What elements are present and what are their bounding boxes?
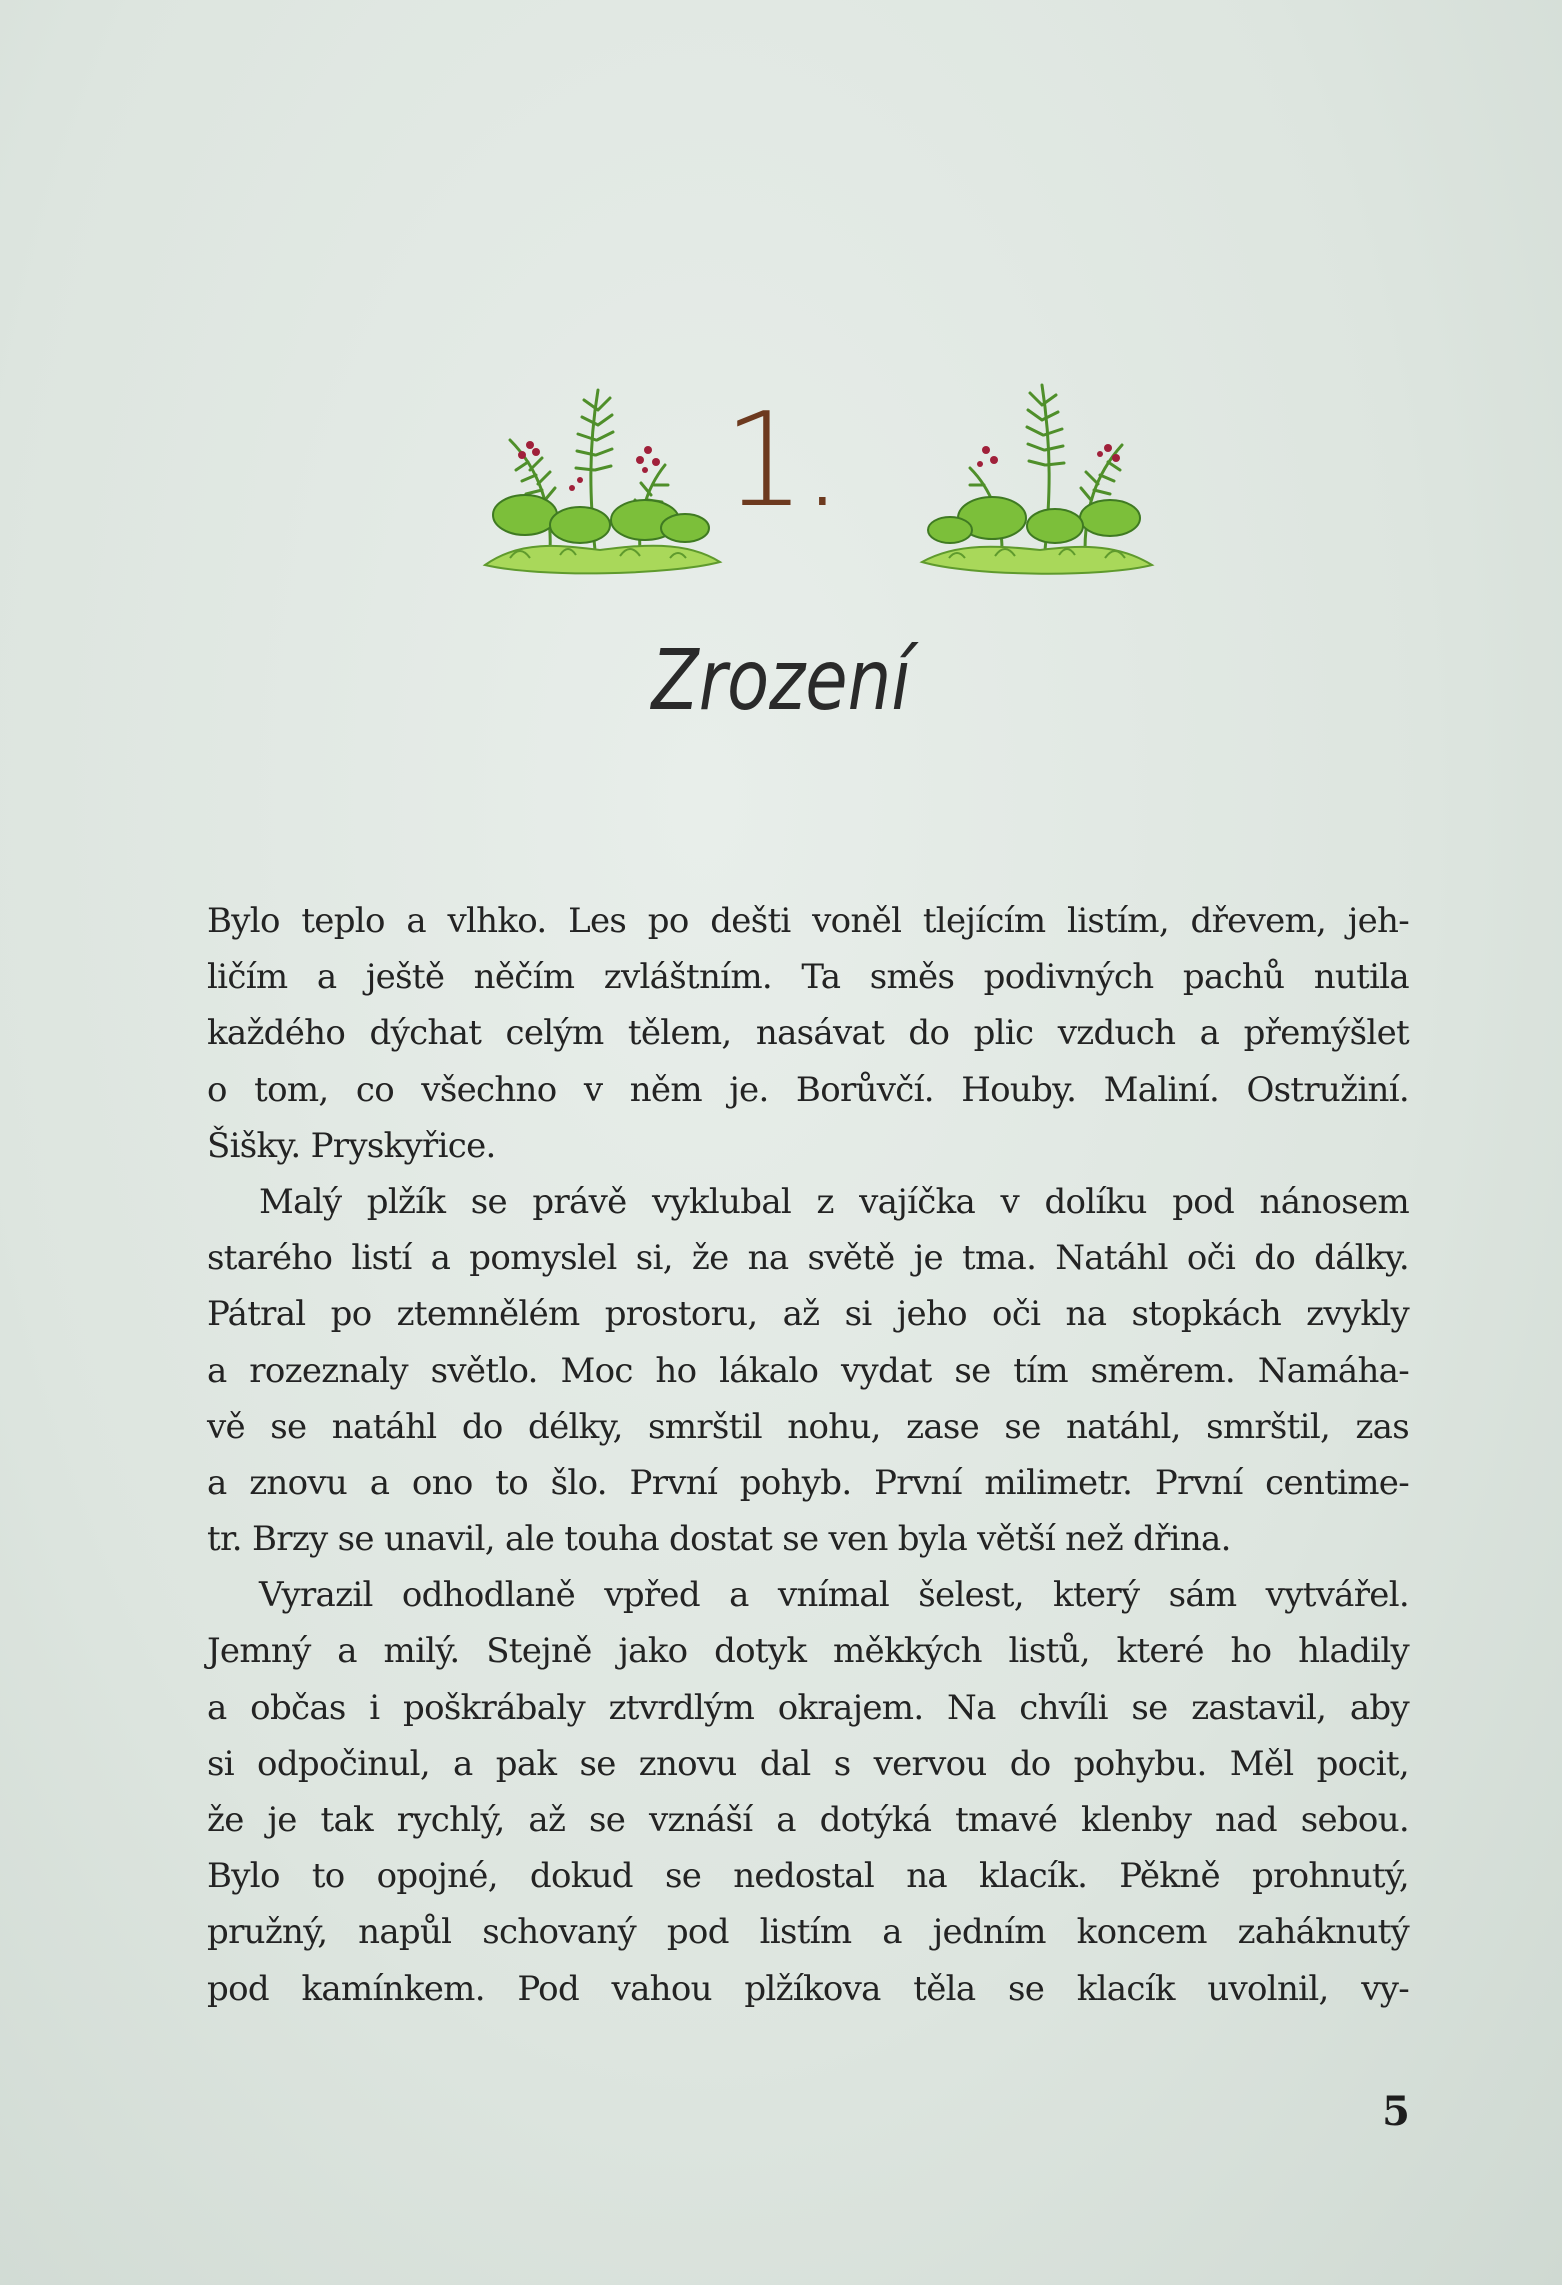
chapter-body-text — [207, 893, 1409, 2017]
text-line: pružný, napůl schovaný pod listím a jedním koncem zaháknutý — [207, 1912, 1409, 1953]
paragraph — [207, 1567, 1409, 2017]
text-line: Bylo teplo a vlhko. Les po dešti voněl tlejícím listím, dřevem, jeh- — [207, 901, 1409, 941]
text-line: Malý plžík se právě vyklubal z vajíčka v dolíku pod nánosem — [259, 1181, 1409, 1222]
text-line: o tom, co všechno v něm je. Borůvčí. Houby. Maliní. Ostružiní. — [207, 1069, 1409, 1110]
paragraph — [207, 893, 1409, 1174]
paragraph — [207, 1174, 1409, 1567]
text-line: Vyrazil odhodlaně vpřed a vnímal šelest, který sám vytvářel. — [259, 1575, 1409, 1616]
text-line: a rozeznaly světlo. Moc ho lákalo vydat se tím směrem. Namáha- — [207, 1350, 1409, 1391]
text-line: Bylo to opojné, dokud se nedostal na klacík. Pěkně prohnutý, — [207, 1856, 1409, 1897]
text-line: a znovu a ono to šlo. První pohyb. První milimetr. První centime- — [207, 1462, 1409, 1503]
chapter-heading — [0, 340, 1562, 600]
chapter-number: 1. — [722, 384, 840, 536]
text-line: tr. Brzy se unavil, ale touha dostat se ven byla větší než dřina. — [207, 1519, 1231, 1560]
text-line: vě se natáhl do délky, smrštil nohu, zase se natáhl, smrštil, zas — [207, 1406, 1409, 1447]
text-line: ličím a ještě něčím zvláštním. Ta směs podivných pachů nutila — [207, 957, 1409, 998]
text-line: a občas i poškrábaly ztvrdlým okrajem. Na chvíli se zastavil, aby — [207, 1687, 1409, 1728]
chapter-title: Zrození — [651, 631, 911, 729]
text-line: si odpočinul, a pak se znovu dal s vervou do pohybu. Měl pocit, — [207, 1743, 1409, 1784]
text-line: že je tak rychlý, až se vznáší a dotýká tmavé klenby nad sebou. — [207, 1800, 1409, 1840]
text-line: Šišky. Pryskyřice. — [207, 1125, 496, 1166]
moss-plant-right-illustration — [910, 350, 1170, 590]
text-line: každého dýchat celým tělem, nasávat do plic vzduch a přemýšlet — [207, 1013, 1409, 1054]
page-number: 5 — [1382, 2088, 1410, 2135]
text-line: starého listí a pomyslel si, že na světě je tma. Natáhl oči do dálky. — [207, 1238, 1409, 1279]
text-line: Pátral po ztemnělém prostoru, až si jeho oči na stopkách zvykly — [207, 1294, 1409, 1335]
text-line: pod kamínkem. Pod vahou plžíkova těla se klacík uvolnil, vy- — [207, 1968, 1409, 2009]
text-line: Jemný a milý. Stejně jako dotyk měkkých listů, které ho hladily — [207, 1631, 1409, 1672]
